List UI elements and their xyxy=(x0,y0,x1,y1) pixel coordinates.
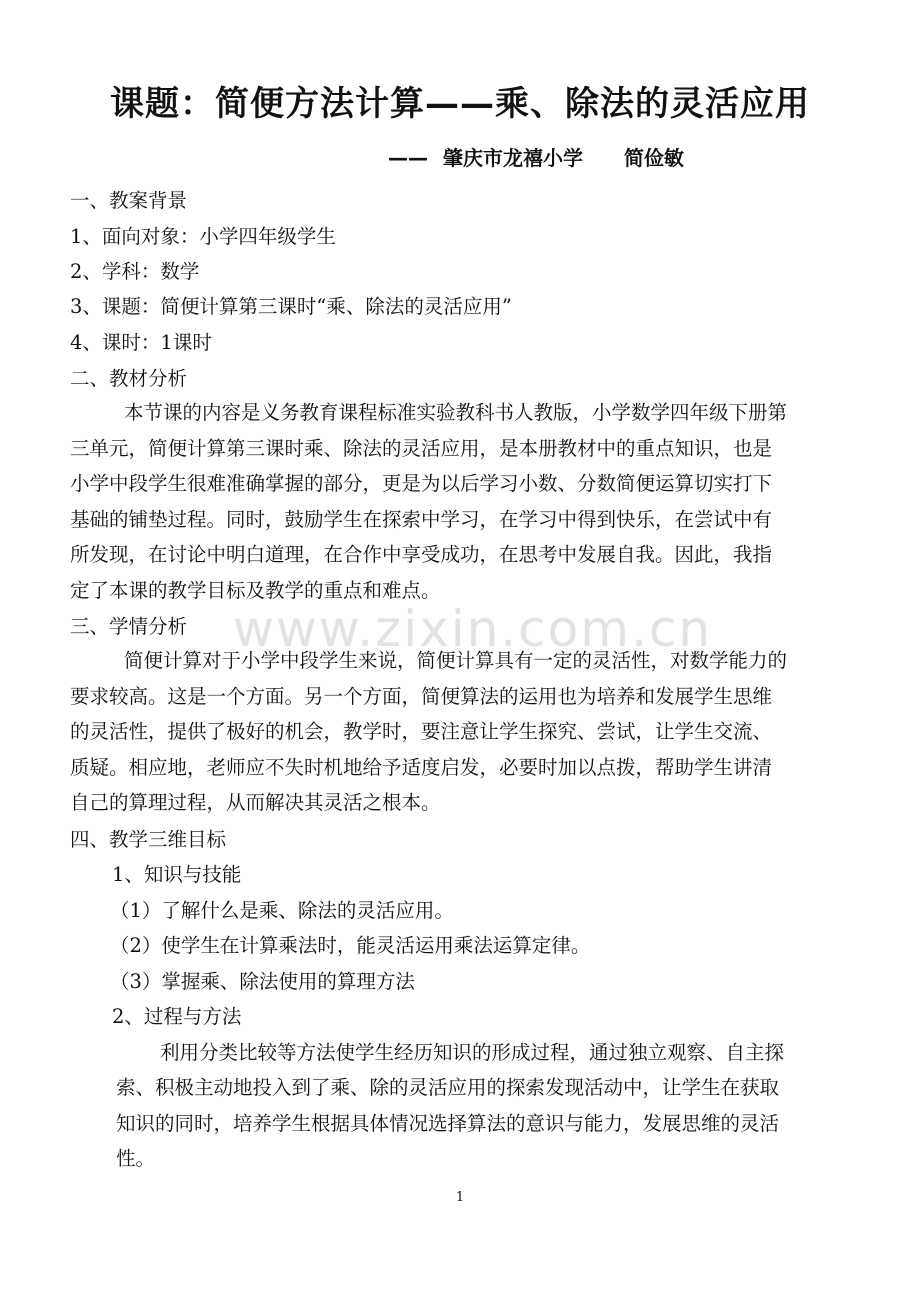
author-name: 简俭敏 xyxy=(623,146,684,170)
subheading-process: 2、过程与方法 xyxy=(112,1005,242,1028)
paragraph-line: 三单元，简便计算第三课时乘、除法的灵活应用，是本册教材中的重点知识，也是 xyxy=(70,437,773,460)
section-heading-learners: 三、学情分析 xyxy=(70,615,188,638)
paragraph-line: 本节课的内容是义务教育课程标准实验教科书人教版，小学数学四年级下册第 xyxy=(124,401,788,424)
paragraph-line: 质疑。相应地，老师应不失时机地给予适度启发，必要时加以点拨，帮助学生讲清 xyxy=(70,756,773,779)
watermark: www.zixin.com.cn xyxy=(233,600,713,658)
list-item-audience: 1、面向对象：小学四年级学生 xyxy=(70,225,336,248)
list-item-subject: 2、学科：数学 xyxy=(70,260,200,283)
page-number: 1 xyxy=(455,1190,465,1205)
paragraph-line: 索、积极主动地投入到了乘、除的灵活应用的探索发现活动中，让学生在获取 xyxy=(116,1076,780,1099)
author-school: 肇庆市龙禧小学 xyxy=(442,146,583,170)
paragraph-line: 知识的同时，培养学生根据具体情况选择算法的意识与能力，发展思维的灵活 xyxy=(116,1112,780,1135)
section-heading-background: 一、教案背景 xyxy=(70,189,188,212)
list-item-period: 4、课时：1课时 xyxy=(70,331,212,354)
paragraph-line: 基础的铺垫过程。同时，鼓励学生在探索中学习，在学习中得到快乐，在尝试中有 xyxy=(70,508,773,531)
paragraph-line: 自己的算理过程，从而解决其灵活之根本。 xyxy=(70,791,441,814)
list-item-goal-3: （3）掌握乘、除法使用的算理方法 xyxy=(110,970,415,993)
author-line xyxy=(388,142,684,171)
paragraph-line: 所发现，在讨论中明白道理，在合作中享受成功，在思考中发展自我。因此，我指 xyxy=(70,543,773,566)
paragraph-line: 性。 xyxy=(116,1147,156,1170)
document-title: 课题：简便方法计算——乘、除法的灵活应用 xyxy=(110,84,810,124)
section-heading-goals: 四、教学三维目标 xyxy=(70,828,227,851)
list-item-goal-1: （1）了解什么是乘、除法的灵活应用。 xyxy=(110,899,454,922)
author-dash: —— xyxy=(388,146,428,170)
paragraph-line: 的灵活性，提供了极好的机会，教学时，要注意让学生探究、尝试，让学生交流、 xyxy=(70,720,773,743)
subheading-knowledge: 1、知识与技能 xyxy=(112,863,242,886)
paragraph-line: 要求较高。这是一个方面。另一个方面，简便算法的运用也为培养和发展学生思维 xyxy=(70,685,773,708)
paragraph-line: 利用分类比较等方法使学生经历知识的形成过程，通过独立观察、自主探 xyxy=(160,1041,785,1064)
paragraph-line: 小学中段学生很难准确掌握的部分，更是为以后学习小数、分数简便运算切实打下 xyxy=(70,472,773,495)
section-heading-material: 二、教材分析 xyxy=(70,367,188,390)
paragraph-line: 定了本课的教学目标及教学的重点和难点。 xyxy=(70,579,441,602)
paragraph-line: 简便计算对于小学中段学生来说，简便计算具有一定的灵活性，对数学能力的 xyxy=(124,649,788,672)
list-item-goal-2: （2）使学生在计算乘法时，能灵活运用乘法运算定律。 xyxy=(110,934,591,957)
list-item-topic: 3、课题：简便计算第三课时“乘、除法的灵活应用” xyxy=(70,295,512,318)
